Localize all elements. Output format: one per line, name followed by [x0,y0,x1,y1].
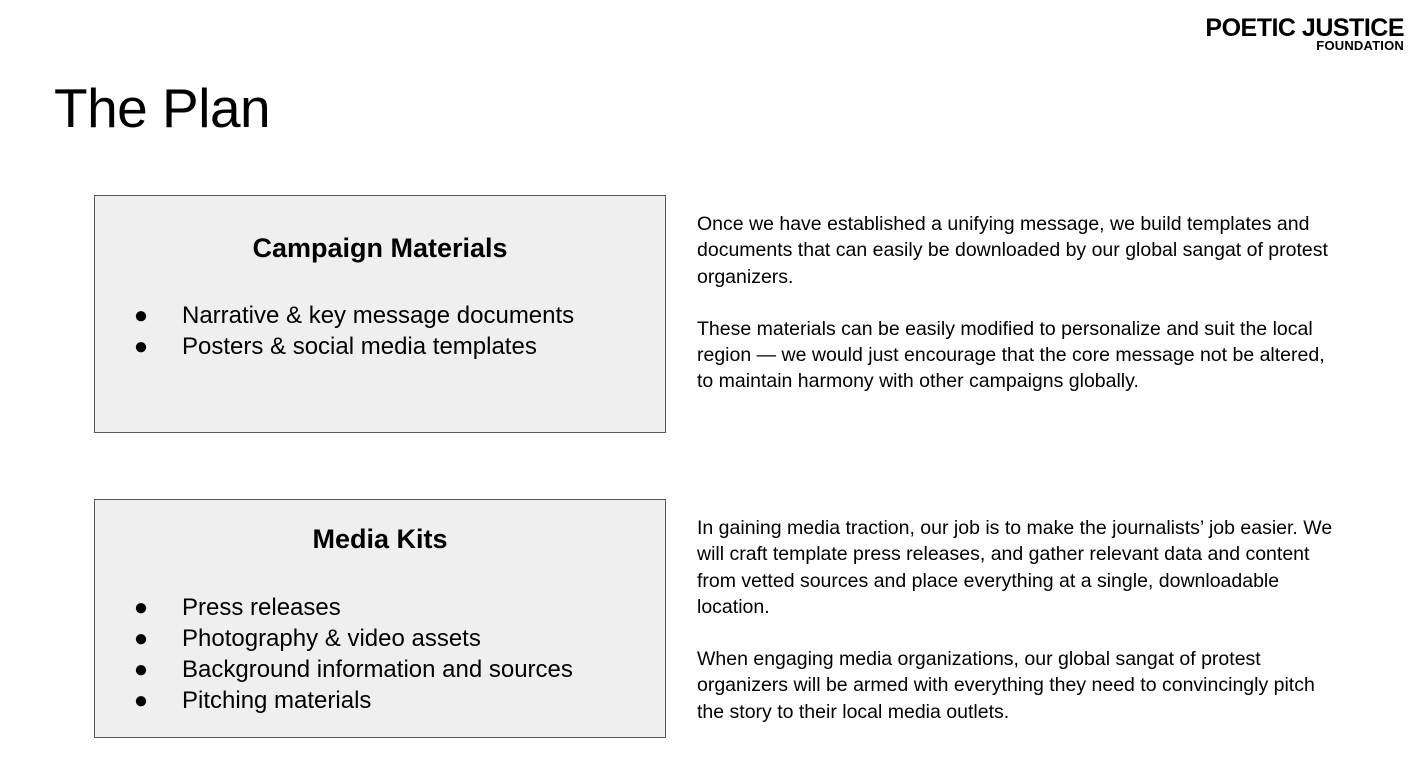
campaign-materials-box [94,195,666,433]
list-item [131,300,655,331]
list-item [131,592,655,623]
list-item [131,623,655,654]
description-paragraph: Once we have established a unifying message, we build templates and documents that can easily be downloaded by our global sangat of protest organizers. [697,213,1328,288]
list-item-text: Photography & video assets [182,625,481,652]
bullet-icon: ● [133,302,149,329]
bullet-icon: ● [133,333,149,360]
bullet-icon: ● [133,687,149,714]
media-kits-heading: Media Kits [312,524,448,554]
list-item [131,654,655,685]
logo-line-1: POETIC JUSTICE [1205,14,1404,42]
list-item-text: Narrative & key message documents [182,302,575,329]
page-title: The Plan [54,77,271,139]
bullet-icon: ● [133,625,149,652]
foundation-logo [1205,16,1404,52]
list-item-text: Background information and sources [182,656,573,683]
media-kits-box [94,499,666,738]
logo-line-2: FOUNDATION [1316,38,1404,53]
description-paragraph: When engaging media organizations, our global sangat of protest organizers will be armed with everything they need to convincingly pitch the story to their local media outlets. [697,648,1315,723]
media-kits-list [131,592,655,716]
list-item [131,331,655,362]
campaign-materials-list [131,300,655,362]
description-paragraph: In gaining media traction, our job is to make the journalists’ job easier. We will craft template press releases, and gather relevant data and content from vetted sources and place everything at a single, downloadable location. [697,517,1333,618]
bullet-icon: ● [133,656,149,683]
list-item-text: Press releases [182,594,341,621]
bullet-icon: ● [133,594,149,621]
campaign-materials-heading: Campaign Materials [252,233,508,263]
campaign-materials-description [697,211,1337,421]
description-paragraph: These materials can be easily modified to personalize and suit the local region — we would just encourage that the core message not be altered, to maintain harmony with other campaigns globally. [697,317,1325,393]
list-item-text: Posters & social media templates [182,333,537,360]
list-item [131,685,655,716]
list-item-text: Pitching materials [182,687,372,714]
media-kits-description [697,515,1337,751]
